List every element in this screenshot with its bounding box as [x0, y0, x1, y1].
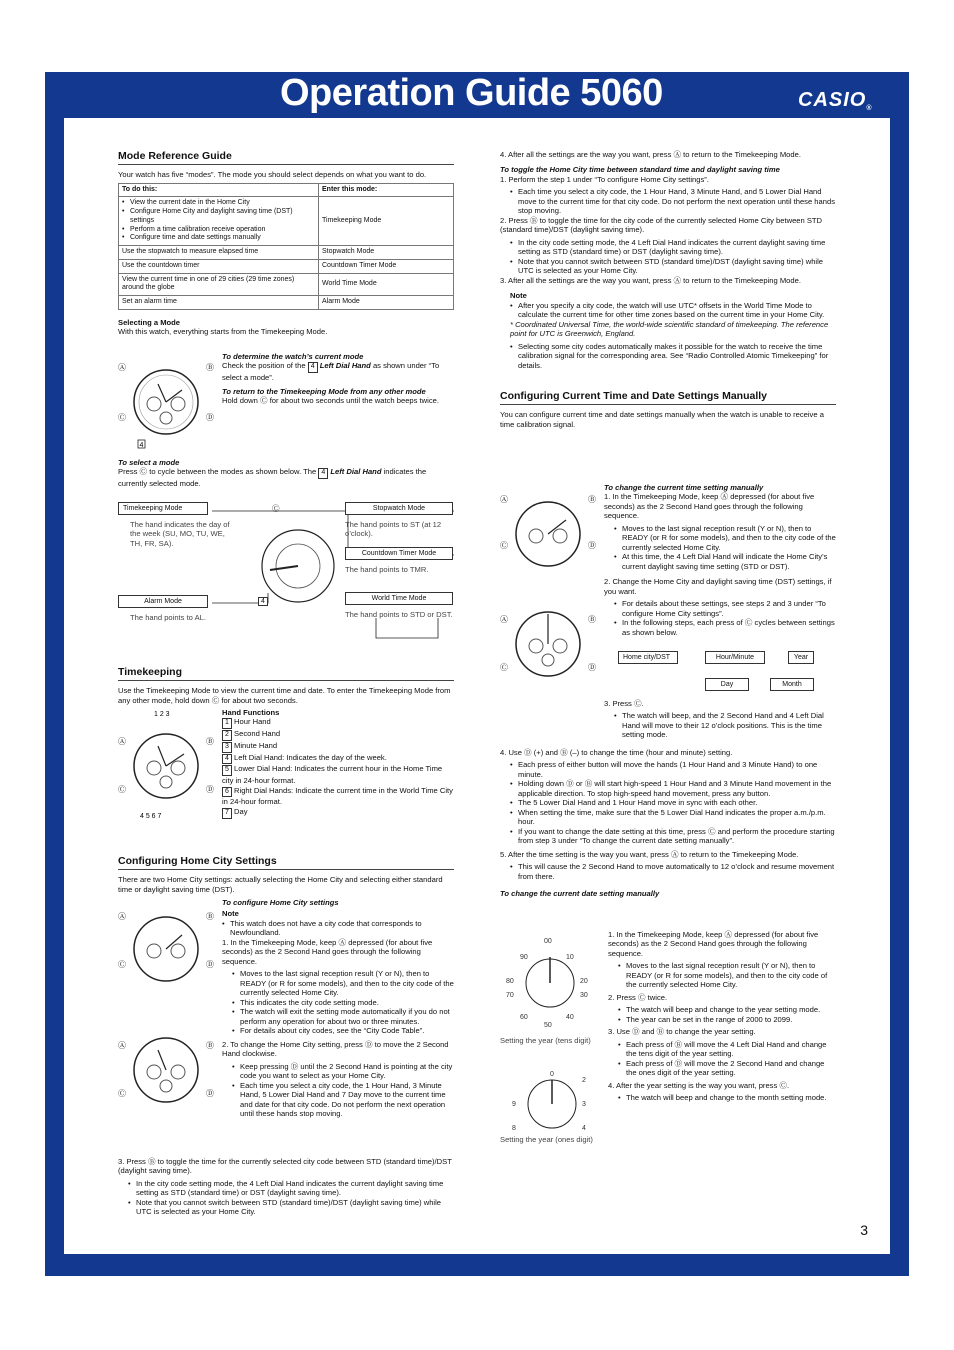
svg-text:90: 90 — [520, 954, 528, 961]
watch-diagram — [500, 588, 600, 703]
cfg-title: To configure Home City settings — [222, 898, 339, 907]
list-item: • For details about these settings, see steps 2 and 3 under “To configure Home City settings”. — [614, 599, 836, 618]
page-number: 3 — [860, 1222, 868, 1238]
sel-text-a: Press Ⓒ to cycle between the modes as shown below. The — [118, 467, 317, 477]
mode-ref-intro: Your watch has five “modes”. The mode you should select depends on what you want to do. — [118, 170, 427, 180]
step-1: 1. In the Timekeeping Mode, keep Ⓐ depressed (for about five seconds) as the 2 Second Hand goes through the following sequence. — [222, 937, 433, 966]
toggle-step-1: 1. Perform the step 1 under “To configure Home City settings”. — [500, 174, 709, 184]
svg-text:Ⓒ: Ⓒ — [500, 663, 508, 672]
toggle-step-3: 3. After all the settings are the way you want, press Ⓐ to return to the Timekeeping Mode. — [500, 275, 801, 285]
table-row — [119, 259, 454, 273]
mode-table — [118, 183, 454, 310]
al-mode-desc: The hand points to AL. — [130, 613, 206, 622]
svg-text:Ⓓ: Ⓓ — [206, 785, 214, 794]
ret-title: To return to the Timekeeping Mode from any other mode — [222, 386, 426, 396]
note-star: * Coordinated Universal Time, the world-wide scientific standard of timekeeping. The reference point for UTC is Greenwich, England. — [510, 319, 829, 339]
svg-text:10: 10 — [566, 954, 574, 961]
hand-functions — [222, 708, 454, 819]
ct-step-5: 5. After the time setting is the way you want, press Ⓐ to return to the Timekeeping Mode. — [500, 849, 799, 859]
left-column — [118, 150, 454, 340]
svg-text:Ⓐ: Ⓐ — [118, 912, 126, 921]
svg-text:Ⓒ: Ⓒ — [118, 413, 126, 422]
list-item: • Holding down Ⓓ or Ⓑ will start high-speed 1 Hour Hand and 3 Minute Hand movement in the applicable direction. To stop high-speed hand movement, press any button. — [510, 779, 836, 798]
list-item: • When setting the time, make sure that the 5 Lower Dial Hand indicates the proper a.m./p.m. hour. — [510, 808, 836, 827]
svg-text:3: 3 — [582, 1101, 586, 1108]
svg-text:Ⓒ: Ⓒ — [500, 541, 508, 550]
brand-mark: ® — [866, 105, 873, 112]
list-item: • Moves to the last signal reception result (Y or N), then to READY (or R for some models), and then to the city code of the currently selected Home City. — [614, 524, 836, 552]
watch-diagram — [118, 905, 218, 995]
change-time-block — [604, 483, 836, 637]
list-item: • The year can be set in the range of 2000 to 2099. — [618, 1015, 836, 1024]
tk-mode-desc: The hand indicates the day of the week (SU, MO, TU, WE, TH, FR, SA). — [130, 520, 230, 548]
selecting-text: With this watch, everything starts from the Timekeeping Mode. — [118, 327, 328, 337]
svg-text:Ⓑ: Ⓑ — [588, 495, 596, 504]
table-cell: World Time Mode — [319, 273, 454, 296]
mode-table-header: Enter this mode: — [319, 183, 454, 197]
table-cell: Timekeeping Mode — [319, 197, 454, 246]
sel-text-b: indicates the currently selected mode. — [118, 467, 427, 489]
list-item: • Configure Home City and daylight saving time (DST) settings — [122, 208, 315, 226]
seq-step: Hour/Minute — [705, 651, 765, 664]
tk-mode-box: Timekeeping Mode — [118, 502, 208, 515]
list-item: • If you want to change the date setting at this time, press Ⓒ and perform the procedure starting from step 3 under “To change the current date setting manually”. — [510, 827, 836, 846]
svg-text:0: 0 — [550, 1071, 554, 1078]
list-item: • Each press of Ⓓ will move the 2 Second Hand and change the ones digit of the year setting. — [618, 1059, 836, 1078]
svg-text:Ⓓ: Ⓓ — [206, 413, 214, 422]
svg-text:00: 00 — [544, 938, 552, 945]
wt-mode-desc: The hand points to STD or DST. — [345, 610, 453, 619]
ct-step-4-block — [500, 748, 836, 899]
list-item: • This indicates the city code setting mode. — [232, 998, 454, 1007]
note-label: Note — [510, 291, 527, 301]
det-text-b: as shown under “To select a mode”. — [222, 361, 440, 383]
list-item: • Each press of either button will move the hands (1 Hour Hand and 3 Minute Hand) to one minute. — [510, 760, 836, 779]
svg-text:Ⓓ: Ⓓ — [588, 663, 596, 672]
home-city-section — [118, 855, 454, 897]
ct-step-3-block — [604, 699, 836, 740]
year-ones-dial — [500, 1068, 604, 1138]
list-item: • Keep pressing Ⓓ until the 2 Second Hand is pointing at the city code you want to select as your Home City. — [232, 1062, 454, 1081]
cd-step-1: 1. In the Timekeeping Mode, keep Ⓐ depressed (for about five seconds) as the 2 Second Hand goes through the following sequence. — [608, 930, 819, 958]
wt-mode-box: World Time Mode — [345, 592, 453, 605]
svg-text:4: 4 — [582, 1125, 586, 1132]
home-city-heading: Configuring Home City Settings — [118, 855, 454, 870]
svg-text:Ⓓ: Ⓓ — [206, 1089, 214, 1098]
table-row — [119, 246, 454, 260]
cd-step-4: 4. After the year setting is the way you want, press Ⓒ. — [608, 1080, 790, 1090]
svg-text:8: 8 — [512, 1125, 516, 1132]
list-item: • Note that you cannot switch between STD (standard time)/DST (daylight saving time) while UTC is selected as your Home City. — [128, 1198, 454, 1217]
mode-ref-heading: Mode Reference Guide — [118, 150, 454, 165]
list-item: • Configure time and date settings manually — [122, 234, 315, 243]
svg-text:Ⓑ: Ⓑ — [206, 1041, 214, 1050]
toggle-title: To toggle the Home City time between standard time and daylight saving time — [500, 165, 780, 175]
svg-text:1 2 3: 1 2 3 — [154, 711, 170, 718]
list-item: 4 Left Dial Hand: Indicates the day of the week. — [222, 753, 454, 765]
seq-step: Month — [770, 678, 814, 691]
ret-text: Hold down Ⓒ for about two seconds until the watch beeps twice. — [222, 396, 439, 406]
list-item: • Each time you select a city code, the 1 Hour Hand, 3 Minute Hand, and 5 Lower Dial Hand move to the current time for that city code. Do not perform the next operation until these hands stop moving. — [510, 187, 836, 215]
table-cell: Countdown Timer Mode — [319, 259, 454, 273]
watch-diagram — [118, 1010, 218, 1130]
sw-mode-desc: The hand points to ST (at 12 o’clock). — [345, 520, 442, 539]
home-city-intro: There are two Home City settings: actually selecting the Home City and selecting either standard time or daylight saving time (DST). — [118, 875, 443, 894]
svg-text:Ⓐ: Ⓐ — [500, 615, 508, 624]
step-2: 2. To change the Home City setting, press Ⓓ to move the 2 Second Hand clockwise. — [222, 1039, 449, 1059]
watch-diagram — [118, 358, 218, 450]
hf-title: Hand Functions — [222, 708, 280, 717]
note-label: Note — [222, 909, 239, 919]
list-item: 2 Second Hand — [222, 729, 454, 741]
mode-table-header: To do this: — [119, 183, 319, 197]
toggle-step-2: 2. Press Ⓑ to toggle the time for the city code of the currently selected Home City between STD (standard time)/DST (daylight saving time). — [500, 215, 823, 235]
timekeeping-section — [118, 666, 454, 708]
table-row — [119, 197, 454, 246]
hand-number-4: 4 — [258, 597, 268, 606]
ct-step-1: 1. In the Timekeeping Mode, keep Ⓐ depressed (for about five seconds) as the 2 Second Hand goes through the following sequence. — [604, 492, 815, 521]
list-item: • Perform a time calibration receive operation — [122, 226, 315, 235]
al-mode-box: Alarm Mode — [118, 595, 208, 608]
table-cell: Use the countdown timer — [119, 259, 319, 273]
svg-text:Ⓐ: Ⓐ — [118, 1041, 126, 1050]
list-item: • The 5 Lower Dial Hand and 1 Hour Hand move in sync with each other. — [510, 798, 836, 807]
list-item: • Moves to the last signal reception result (Y or N), then to READY (or R for some models), and then to the city code of the currently selected Home City. — [232, 969, 454, 997]
list-item: • At this time, the 4 Left Dial Hand will indicate the Home City’s current daylight saving time setting (STD or DST). — [614, 552, 836, 571]
list-item: • The watch will beep and change to the month setting mode. — [618, 1093, 836, 1102]
svg-text:50: 50 — [544, 1022, 552, 1029]
svg-text:9: 9 — [512, 1101, 516, 1108]
list-item: • Note that you cannot switch between STD (standard time)/DST (daylight saving time) while UTC is selected as your Home City. — [510, 257, 836, 276]
sel-title: To select a mode — [118, 458, 180, 467]
svg-text:4 5 6 7: 4 5 6 7 — [140, 813, 162, 820]
page-title: Operation Guide 5060 — [280, 72, 663, 114]
sw-mode-box: Stopwatch Mode — [345, 502, 453, 515]
svg-text:20: 20 — [580, 978, 588, 985]
ct-step-4: 4. Use Ⓓ (+) and Ⓑ (–) to change the time (hour and minute) setting. — [500, 748, 733, 757]
svg-text:Ⓐ: Ⓐ — [500, 495, 508, 504]
ct-step-2: 2. Change the Home City and daylight saving time (DST) settings, if you want. — [604, 577, 832, 596]
svg-text:80: 80 — [506, 978, 514, 985]
list-item: • In the city code setting mode, the 4 Left Dial Hand indicates the current daylight saving time setting as STD (standard time) or DST (daylight saving time). — [510, 238, 836, 257]
sel-hand: Left Dial Hand — [330, 467, 382, 477]
table-row — [119, 273, 454, 296]
list-item: 3 Minute Hand — [222, 741, 454, 753]
list-item: • In the following steps, each press of Ⓒ cycles between settings as shown below. — [614, 618, 836, 637]
svg-text:2: 2 — [582, 1077, 586, 1084]
list-item: • The watch will beep and change to the year setting mode. — [618, 1005, 836, 1014]
brand-name: CASIO — [798, 89, 867, 111]
change-date-block — [608, 930, 836, 1103]
timekeeping-text: Use the Timekeeping Mode to view the current time and date. To enter the Timekeeping Mode from any other mode, hold down Ⓒ for about two seconds. — [118, 686, 451, 705]
svg-text:60: 60 — [520, 1014, 528, 1021]
manual-intro: You can configure current time and date settings manually when the watch is unable to receive a time calibration signal. — [500, 410, 824, 429]
list-item: • Moves to the last signal reception result (Y or N), then to READY (or R for some models), and then to the city code of the currently selected Home City. — [618, 961, 836, 989]
svg-text:Ⓑ: Ⓑ — [206, 363, 214, 372]
svg-text:Ⓒ: Ⓒ — [118, 785, 126, 794]
select-mode-text: To determine the watch’s current mode Check the position of the 4 Left Dial Hand as shown under “To select a mode”. To return to the Timekeeping Mode from any other mode Hold down Ⓒ for about two seconds until the watch beeps twice. — [222, 352, 454, 409]
table-cell: Set an alarm time — [119, 296, 319, 310]
seq-step: Year — [788, 651, 814, 664]
table-cell: Use the stopwatch to measure elapsed time — [119, 246, 319, 260]
svg-text:Ⓒ: Ⓒ — [118, 1089, 126, 1098]
ct-mode-desc: The hand points to TMR. — [345, 565, 429, 574]
step-4: 4. After all the settings are the way you want, press Ⓐ to return to the Timekeeping Mode. — [500, 150, 801, 159]
list-item: • For details about city codes, see the “City Code Table”. — [232, 1026, 454, 1035]
step-3-block — [118, 1157, 454, 1217]
list-item: • The watch will beep, and the 2 Second Hand and 4 Left Dial Hand will move to their 12 o’clock positions. This is the time setting mode. — [614, 711, 836, 739]
list-item: 7 Day — [222, 807, 454, 819]
list-item: 6 Right Dial Hands: Indicate the current time in the World Time City in 24-hour format. — [222, 785, 453, 807]
svg-text:Ⓑ: Ⓑ — [206, 912, 214, 921]
svg-text:Ⓐ: Ⓐ — [118, 363, 126, 372]
ct-step-3: 3. Press Ⓒ. — [604, 699, 644, 708]
list-item: 1 Hour Hand — [222, 717, 454, 729]
svg-text:30: 30 — [580, 992, 588, 999]
list-item: • The watch will exit the setting mode automatically if you do not perform any operation for about two or three minutes. — [232, 1007, 454, 1026]
det-title: To determine the watch’s current mode — [222, 352, 364, 361]
seq-step: Day — [705, 678, 749, 691]
table-cell: View the current time in one of 29 cities (29 time zones) around the globe — [119, 273, 319, 296]
table-cell: Stopwatch Mode — [319, 246, 454, 260]
seq-step: Home city/DST — [618, 651, 678, 664]
list-item: • View the current date in the Home City — [122, 199, 315, 208]
svg-text:4: 4 — [139, 442, 144, 449]
list-item: • Selecting some city codes automatically makes it possible for the watch to receive the time calibration signal for the corresponding area. See “Radio Controlled Atomic Timekeeping” for details. — [510, 342, 836, 370]
caption-ones: Setting the year (ones digit) — [500, 1135, 593, 1144]
watch-diagram — [500, 490, 600, 580]
year-tens-dial — [500, 935, 604, 1035]
table-cell: Alarm Mode — [319, 296, 454, 310]
list-item: • Each press of Ⓑ will move the 4 Left Dial Hand and change the tens digit of the year setting. — [618, 1040, 836, 1059]
right-column — [500, 150, 836, 432]
configure-home-city — [222, 898, 454, 1119]
svg-text:40: 40 — [566, 1014, 574, 1021]
caption-tens: Setting the year (tens digit) — [500, 1036, 591, 1045]
list-item: • Each time you select a city code, the 1 Hour Hand, 3 Minute Hand, 5 Lower Dial Hand and 7 Day move to the current time and date for that city code. Do not perform the next operation until these hands stop moving. — [232, 1081, 454, 1119]
step-3: 3. Press Ⓑ to toggle the time for the currently selected city code between STD (standard time)/DST (daylight saving time). — [118, 1157, 452, 1176]
svg-text:Ⓑ: Ⓑ — [206, 737, 214, 746]
c-button-label: Ⓒ — [272, 504, 280, 513]
cd-title: To change the current date setting manually — [500, 889, 660, 899]
manual-heading: Configuring Current Time and Date Settings Manually — [500, 390, 836, 405]
svg-text:Ⓓ: Ⓓ — [588, 541, 596, 550]
watch-diagram — [118, 708, 218, 822]
brand-logo — [798, 89, 873, 112]
svg-text:Ⓓ: Ⓓ — [206, 960, 214, 969]
det-text-a: Check the position of the — [222, 361, 306, 371]
det-hand: Left Dial Hand — [319, 361, 371, 371]
ct-title: To change the current time setting manually — [604, 483, 764, 492]
list-item: • This will cause the 2 Second Hand to move automatically to 12 o’clock and resume movement from there. — [510, 862, 836, 881]
select-mode-block: To select a mode Press Ⓒ to cycle between the modes as shown below. The 4 Left Dial Hand indicates the currently selected mode. — [118, 458, 454, 492]
svg-text:70: 70 — [506, 992, 514, 999]
ct-mode-box: Countdown Timer Mode — [345, 547, 453, 560]
list-item: • This watch does not have a city code that corresponds to Newfoundland. — [222, 919, 454, 938]
list-item: • In the city code setting mode, the 4 Left Dial Hand indicates the current daylight saving time setting as STD (standard time) or DST (daylight saving time). — [128, 1179, 454, 1198]
timekeeping-heading: Timekeeping — [118, 666, 454, 681]
svg-text:Ⓑ: Ⓑ — [588, 615, 596, 624]
svg-text:Ⓐ: Ⓐ — [118, 737, 126, 746]
cd-step-3: 3. Use Ⓓ and Ⓑ to change the year setting. — [608, 1027, 756, 1037]
cd-step-2: 2. Press Ⓒ twice. — [608, 992, 668, 1002]
selecting-heading: Selecting a Mode — [118, 317, 181, 327]
list-item: • After you specify a city code, the watch will use UTC* offsets in the World Time Mode to calculate the current time for other time zones based on the current time in your Home City. — [510, 301, 836, 320]
table-row — [119, 296, 454, 310]
list-item: 5 Lower Dial Hand: Indicates the current hour in the Home Time city in 24-hour format. — [222, 764, 443, 786]
svg-text:Ⓒ: Ⓒ — [118, 960, 126, 969]
